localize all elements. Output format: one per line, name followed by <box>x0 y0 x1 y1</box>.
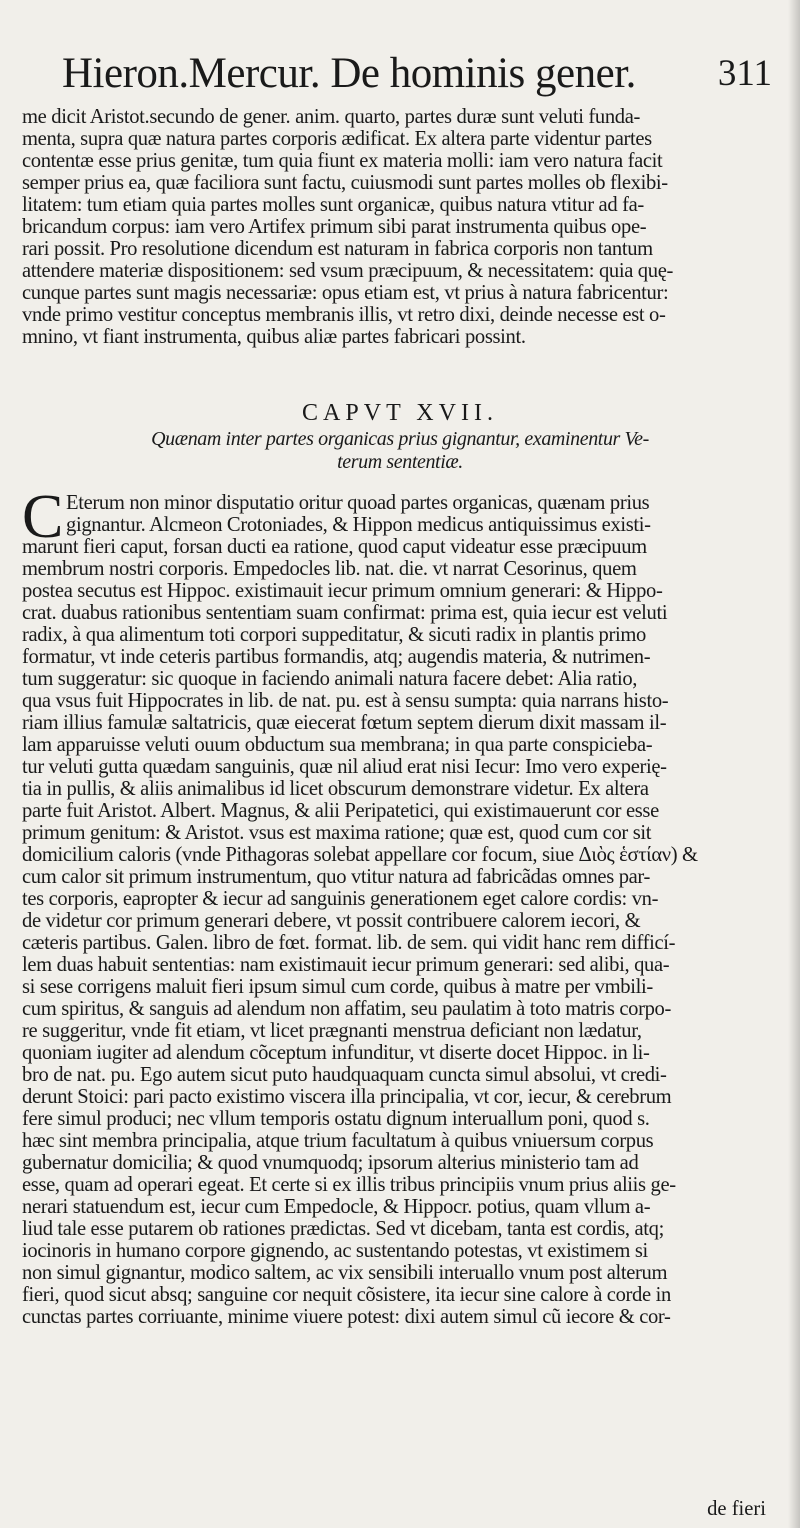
text-line: menta, supra quæ natura partes corporis ædificat. Ex altera parte videntur partes <box>22 128 652 150</box>
text-line: primum genitum: & Aristot. vsus est maxima ratione; quæ est, quod cum cor sit <box>22 822 652 844</box>
text-line: nerari statuendum est, iecur cum Empedocle, & Hippocr. potius, quam vllum a- <box>22 1196 651 1218</box>
text-line: cunque partes sunt magis necessariæ: opus etiam est, vt prius à natura fabricentur: <box>22 282 669 304</box>
text-line: attendere materiæ dispositionem: sed vsum præcipuum, & necessitatem: quia quę- <box>22 260 673 282</box>
text-line: radix, à qua alimentum toti corpori suppeditatur, & sicuti radix in plantis primo <box>22 624 646 646</box>
text-line: Eterum non minor disputatio oritur quoad partes organicas, quænam prius <box>66 492 650 514</box>
text-line: si sese corrigens maluit fieri ipsum simul cum corde, quibus à matre per vmbili- <box>22 976 653 998</box>
text-line: gignantur. Alcmeon Crotoniades, & Hippon medicus antiquissimus existi- <box>66 514 651 536</box>
running-title: Hieron.Mercur. De hominis gener. <box>62 50 636 97</box>
text-line: postea secutus est Hippoc. existimauit iecur primum omnium generari: & Hippo- <box>22 580 663 602</box>
text-line: lam apparuisse veluti ouum obductum sua membrana; in qua parte conspicieba- <box>22 734 653 756</box>
text-line: derunt Stoici: pari pacto existimo viscera illa principalia, vt cor, iecur, & cerebrum <box>22 1086 672 1108</box>
chapter-heading: CAPVT XVII. <box>302 400 498 426</box>
text-line: fieri, quod sicut absq; sanguine cor nequit cõsistere, ita iecur sine calore à corde in <box>22 1284 671 1306</box>
text-line: bro de nat. pu. Ego autem sicut puto haudquaquam cuncta simul absolui, vt credi- <box>22 1064 667 1086</box>
text-line: liud tale esse putarem ob rationes prædictas. Sed vt dicebam, tanta est cordis, atq; <box>22 1218 664 1240</box>
text-line: mnino, vt fiant instrumenta, quibus aliæ partes fabricari possint. <box>22 326 526 348</box>
text-line: domicilium caloris (vnde Pithagoras solebat appellare cor focum, siue Διὸς ἑστίαν) & <box>22 844 698 866</box>
page-number: 311 <box>717 53 772 94</box>
text-line: gubernatur domicilia; & quod vnumquodq; ipsorum alterius ministerio tam ad <box>22 1152 639 1174</box>
text-line: quoniam iugiter ad alendum cõceptum infunditur, vt diserte docet Hippoc. in li- <box>22 1042 650 1064</box>
text-line: qua vsus fuit Hippocrates in lib. de nat. pu. est à sensu sumpta: quia narrans histo- <box>22 690 669 712</box>
chapter-subtitle <box>0 428 800 474</box>
text-line: tes corporis, eapropter & iecur ad sanguinis generationem eget calore cordis: vn- <box>22 888 659 910</box>
text-line: esse, quam ad operari egeat. Et certe si ex illis tribus principiis vnum prius aliis ge- <box>22 1174 676 1196</box>
text-line: non simul gignantur, modico saltem, ac vix sensibili interuallo vnum post alterum <box>22 1262 668 1284</box>
text-line: cum calor sit primum instrumentum, quo vtitur natura ad fabricãdas omnes par- <box>22 866 651 888</box>
text-line: membrum nostri corporis. Empedocles lib. nat. die. vt narrat Cesorinus, quem <box>22 558 637 580</box>
text-line: tum suggeratur: sic quoque in faciendo animali natura facere debet: Alia ratio, <box>22 668 638 690</box>
text-line: iocinoris in humano corpore gignendo, ac sustentando potestas, vt existimem si <box>22 1240 648 1262</box>
text-line: parte fuit Aristot. Albert. Magnus, & alii Peripatetici, qui existimauerunt cor esse <box>22 800 659 822</box>
text-line: tur veluti gutta quædam sanguinis, quæ nil aliud erat nisi Iecur: Imo vero experię- <box>22 756 667 778</box>
subtitle-line: terum sententiæ. <box>337 451 463 473</box>
text-line: lem duas habuit sententias: nam existimauit iecur primum generari: sed alibi, qua- <box>22 954 670 976</box>
drop-cap: C <box>22 483 64 551</box>
text-line: semper prius ea, quæ faciliora sunt factu, cuiusmodi sunt partes molles ob flexibi- <box>22 172 668 194</box>
text-line: cæteris partibus. Galen. libro de fœt. format. lib. de sem. qui vidit hanc rem difficí- <box>22 932 676 954</box>
subtitle-line: Quænam inter partes organicas prius gignantur, examinentur Ve- <box>151 428 649 450</box>
text-line: formatur, vt inde ceteris partibus formandis, atq; augendis materia, & nutrimen- <box>22 646 651 668</box>
text-line: me dicit Aristot.secundo de gener. anim. quarto, partes duræ sunt veluti funda- <box>22 106 641 128</box>
text-line: cum spiritus, & sanguis ad alendum non affatim, seu paulatim à toto matris corpo- <box>22 998 672 1020</box>
running-header <box>62 44 772 104</box>
text-line: fere simul produci; nec vllum temporis ostatu dignum interuallum poni, quod s. <box>22 1108 650 1130</box>
text-line: hæc sint membra principalia, atque trium facultatum à quibus vniuersum corpus <box>22 1130 654 1152</box>
text-line: re suggeritur, vnde fit etiam, vt licet prægnanti menstrua deficiant non lædatur, <box>22 1020 642 1042</box>
text-line: contentæ esse prius genitæ, tum quia fiunt ex materia molli: iam vero natura facit <box>22 150 663 172</box>
paragraph-continuation <box>22 106 673 348</box>
text-line: rari possit. Pro resolutione dicendum est naturam in fabrica corporis non tantum <box>22 238 653 260</box>
text-line: crat. duabus rationibus sententiam suam confirmat: prima est, quia iecur est veluti <box>22 602 668 624</box>
text-line: de videtur cor primum generari debere, vt possit contribuere calorem iecori, & <box>22 910 641 932</box>
text-line: tia in pullis, & aliis animalibus id licet obscurum demonstrare videtur. Ex altera <box>22 778 649 800</box>
text-line: marunt fieri caput, forsan ducti ea ratione, quod caput videatur esse præcipuum <box>22 536 647 558</box>
catchword: de fieri <box>707 1498 766 1520</box>
text-line: vnde primo vestitur conceptus membranis illis, vt retro dixi, deinde necesse est o- <box>22 304 666 326</box>
text-line: bricandum corpus: iam vero Artifex primum sibi parat instrumenta quibus ope- <box>22 216 647 238</box>
text-line: riam illius famulæ saltatricis, quæ eiecerat fœtum septem dierum dixit massam il- <box>22 712 667 734</box>
paragraph-chapter-body <box>22 492 698 1328</box>
text-line: cunctas partes corriuante, minime viuere potest: dixi autem simul cũ iecore & cor- <box>22 1306 671 1328</box>
text-line: litatem: tum etiam quia partes molles sunt organicæ, quibus natura vtitur ad fa- <box>22 194 644 216</box>
